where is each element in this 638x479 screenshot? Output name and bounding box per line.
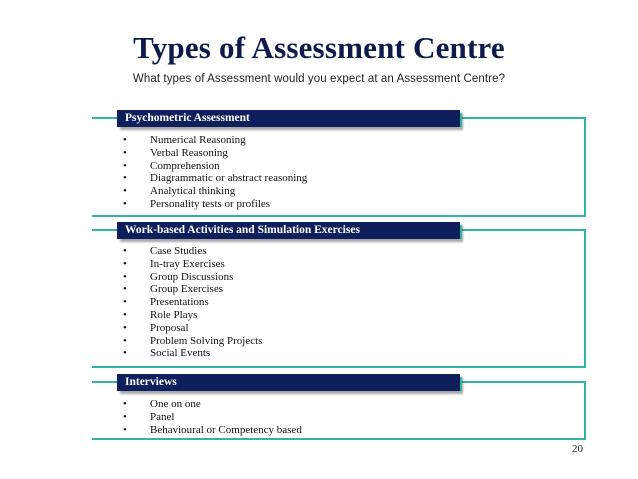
list-item: • Proposal	[123, 321, 189, 334]
list-item: • Numerical Reasoning	[123, 134, 246, 146]
section-header-psychometric: Psychometric Assessment	[117, 110, 460, 127]
list-item: • Role Plays	[123, 308, 198, 321]
section-header-interviews: Interviews	[117, 374, 460, 391]
list-item: • Panel	[123, 410, 175, 423]
slide-title: Types of Assessment Centre	[133, 30, 505, 65]
list-item: • Verbal Reasoning	[123, 146, 228, 159]
item-list-work-based	[120, 245, 262, 360]
list-item: • Behavioural or Competency based	[123, 423, 302, 436]
list-item: • Analytical thinking	[123, 185, 236, 198]
item-list-psychometric	[120, 134, 307, 211]
list-item: • Case Studies	[123, 245, 207, 257]
list-item: • In-tray Exercises	[123, 257, 225, 270]
page-number: 20	[572, 443, 583, 455]
list-item: • Personality tests or profiles	[123, 197, 271, 210]
list-item: • One on one	[123, 398, 201, 410]
list-item: • Presentations	[123, 296, 209, 309]
item-list-interviews	[120, 398, 302, 436]
section-header-work-based: Work-based Activities and Simulation Exercises	[117, 222, 460, 239]
list-item: • Diagrammatic or abstract reasoning	[123, 172, 308, 185]
list-item: • Problem Solving Projects	[123, 334, 263, 347]
list-item: • Social Events	[123, 347, 211, 360]
list-item: • Comprehension	[123, 159, 220, 172]
list-item: • Group Exercises	[123, 283, 224, 296]
slide-subtitle: What types of Assessment would you expect at an Assessment Centre?	[132, 73, 506, 85]
list-item: • Group Discussions	[123, 270, 234, 283]
